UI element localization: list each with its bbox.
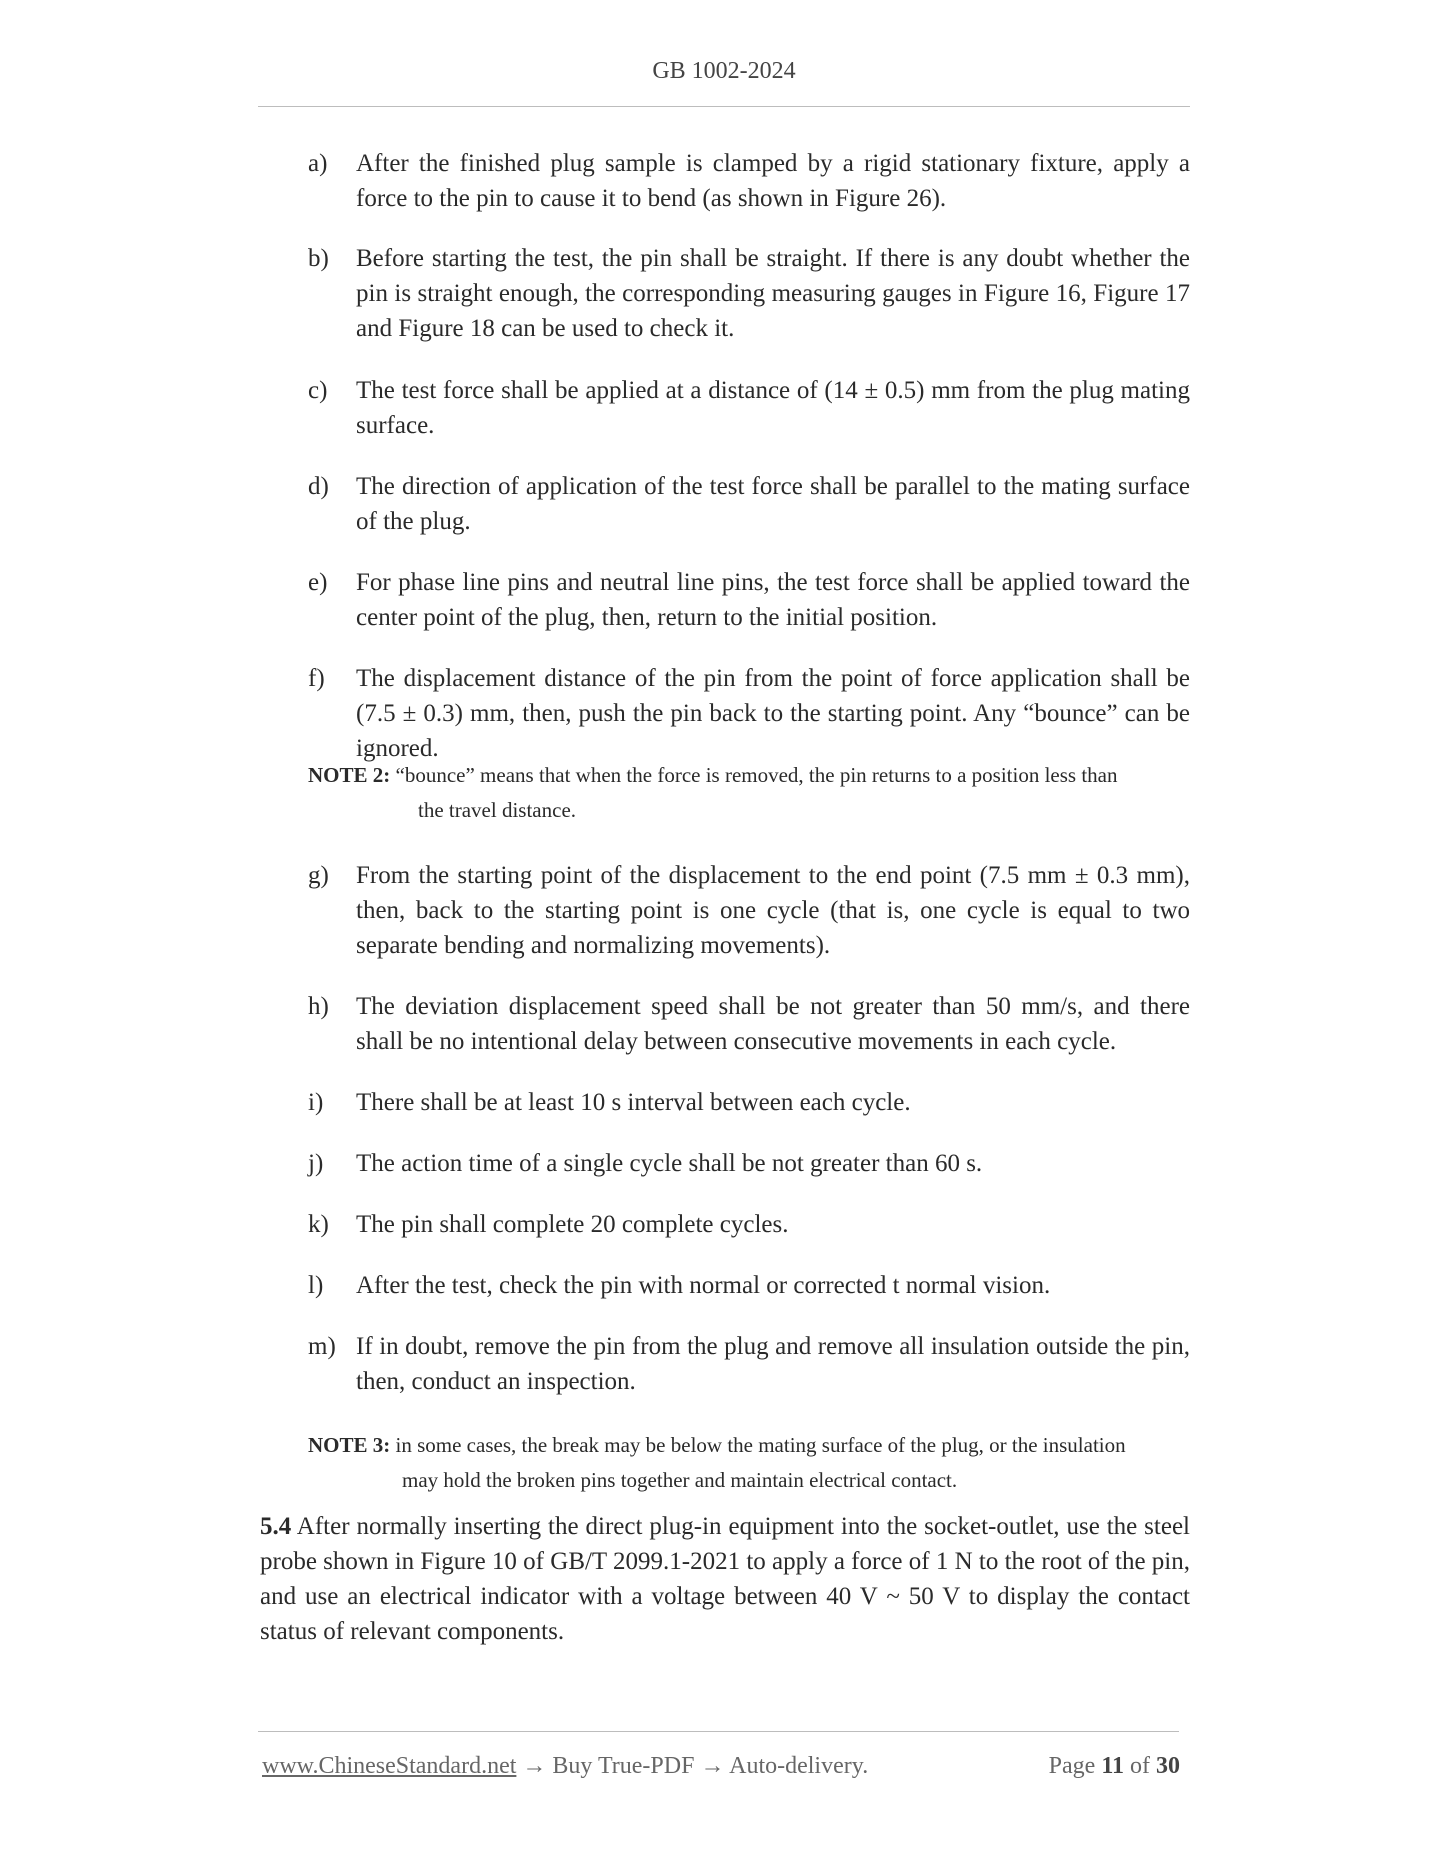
list-text: If in doubt, remove the pin from the plug and remove all insulation outside the pin, then, conduct an inspection. bbox=[356, 1333, 1190, 1395]
page-word: Page bbox=[1048, 1753, 1096, 1779]
list-marker: m) bbox=[308, 1333, 336, 1360]
list-marker: l) bbox=[308, 1272, 324, 1299]
list-text: There shall be at least 10 s interval between each cycle. bbox=[356, 1089, 911, 1116]
list-marker: j) bbox=[308, 1150, 324, 1177]
list-text: The deviation displacement speed shall be not greater than 50 mm/s, and there shall be no intentional delay between consecutive movements in each cycle. bbox=[356, 993, 1190, 1055]
note-3 bbox=[308, 1428, 1190, 1498]
list-text: After the test, check the pin with normal or corrected t normal vision. bbox=[356, 1272, 1051, 1299]
list-item-g bbox=[308, 858, 1190, 963]
note-text-line2: the travel distance. bbox=[418, 798, 577, 822]
note-text-line2: may hold the broken pins together and maintain electrical contact. bbox=[402, 1468, 958, 1492]
section-text: After normally inserting the direct plug-in equipment into the socket-outlet, use the steel probe shown in Figure 10 of GB/T 2099.1-2021 to apply a force of 1 N to the root of the pin, and use an electrical indicator with a voltage between 40 V ~ 50 V to display the contact status of relevant components. bbox=[260, 1513, 1190, 1645]
list-item-i bbox=[308, 1085, 1190, 1120]
list-item-m bbox=[308, 1329, 1190, 1399]
list-item-c bbox=[308, 373, 1190, 443]
list-marker: a) bbox=[308, 150, 328, 177]
list-text: After the finished plug sample is clamped by a rigid stationary fixture, apply a force to the pin to cause it to bend (as shown in Figure 26). bbox=[356, 150, 1190, 212]
note-label: NOTE 2: bbox=[308, 763, 391, 787]
note-label: NOTE 3: bbox=[308, 1433, 391, 1457]
of-word: of bbox=[1130, 1753, 1150, 1779]
note-2 bbox=[308, 758, 1190, 828]
list-marker: k) bbox=[308, 1211, 329, 1238]
list-item-j bbox=[308, 1146, 1190, 1181]
list-item-f bbox=[308, 661, 1190, 766]
list-marker: f) bbox=[308, 665, 325, 692]
footer-website-link[interactable]: www.ChineseStandard.net bbox=[262, 1753, 517, 1779]
list-text: The action time of a single cycle shall be not greater than 60 s. bbox=[356, 1150, 983, 1177]
footer-promo-text: → Buy True-PDF → Auto-delivery. bbox=[516, 1753, 869, 1779]
list-text: The test force shall be applied at a distance of (14 ± 0.5) mm from the plug mating surface. bbox=[356, 377, 1190, 439]
list-text: Before starting the test, the pin shall be straight. If there is any doubt whether the pin is straight enough, the corresponding measuring gauges in Figure 16, Figure 17 and Figure 18 can be used to check it. bbox=[356, 245, 1190, 342]
note-text-line1: in some cases, the break may be below the mating surface of the plug, or the insulation bbox=[395, 1433, 1126, 1457]
page-number: 11 bbox=[1101, 1753, 1124, 1779]
list-text: The displacement distance of the pin from the point of force application shall be (7.5 ± 0.3) mm, then, push the pin back to the starting point. Any “bounce” can be ignored. bbox=[356, 665, 1190, 762]
list-text: From the starting point of the displacement to the end point (7.5 mm ± 0.3 mm), then, back to the starting point is one cycle (that is, one cycle is equal to two separate bending and normalizing movements). bbox=[356, 862, 1190, 959]
list-item-d bbox=[308, 469, 1190, 539]
section-5-4 bbox=[260, 1509, 1190, 1649]
page-total: 30 bbox=[1156, 1753, 1180, 1779]
list-marker: g) bbox=[308, 862, 329, 889]
list-text: The direction of application of the test force shall be parallel to the mating surface of the plug. bbox=[356, 473, 1190, 535]
list-item-l bbox=[308, 1268, 1190, 1303]
list-item-e bbox=[308, 565, 1190, 635]
list-marker: h) bbox=[308, 993, 329, 1020]
list-item-a bbox=[308, 146, 1190, 216]
list-text: For phase line pins and neutral line pins, the test force shall be applied toward the center point of the plug, then, return to the initial position. bbox=[356, 569, 1190, 631]
list-item-h bbox=[308, 989, 1190, 1059]
list-item-b bbox=[308, 241, 1190, 346]
list-text: The pin shall complete 20 complete cycles. bbox=[356, 1211, 789, 1238]
list-item-k bbox=[308, 1207, 1190, 1242]
list-marker: i) bbox=[308, 1089, 324, 1116]
section-number: 5.4 bbox=[260, 1513, 292, 1540]
note-text-line1: “bounce” means that when the force is removed, the pin returns to a position less than bbox=[395, 763, 1118, 787]
list-marker: e) bbox=[308, 569, 328, 596]
list-marker: b) bbox=[308, 245, 329, 272]
list-marker: d) bbox=[308, 473, 329, 500]
list-marker: c) bbox=[308, 377, 328, 404]
page-footer bbox=[262, 1753, 1180, 1780]
page-indicator bbox=[1049, 1753, 1180, 1780]
header-divider bbox=[258, 106, 1190, 107]
page-header-title: GB 1002-2024 bbox=[652, 58, 796, 84]
footer-divider bbox=[258, 1731, 1179, 1732]
